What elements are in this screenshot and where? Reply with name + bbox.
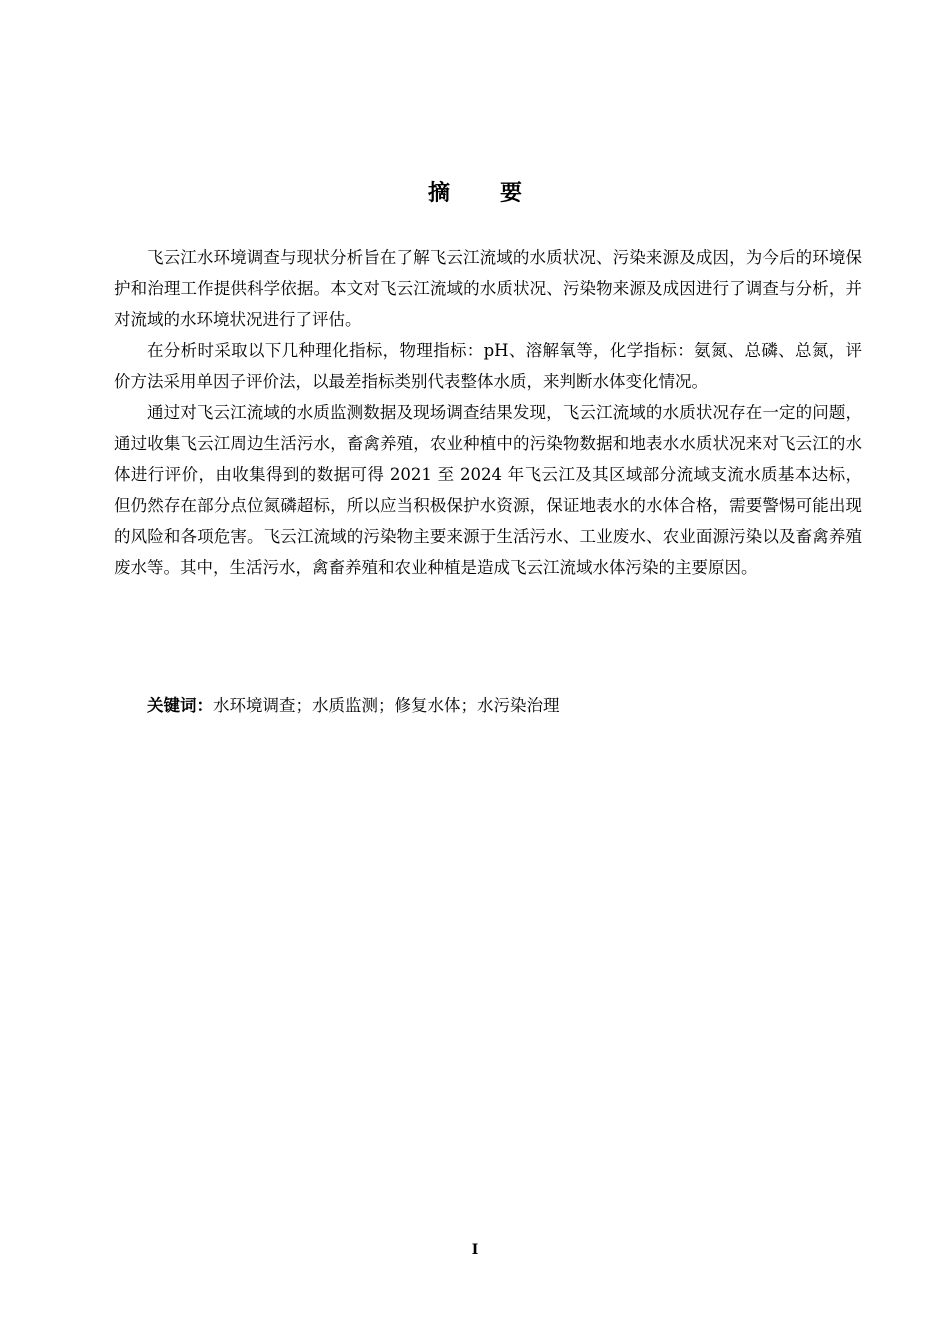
abstract-paragraph-1: 飞云江水环境调查与现状分析旨在了解飞云江流域的水质状况、污染来源及成因，为今后的环境保护和治理工作提供科学依据。本文对飞云江流域的水质状况、污染物来源及成因进行了调查与分析，并对流域的水环境状况进行了评估。 xyxy=(114,248,862,329)
page-number: I xyxy=(471,1242,479,1258)
abstract-paragraph-2: 在分析时采取以下几种理化指标，物理指标：pH、溶解氧等，化学指标：氨氮、总磷、总氮，评价方法采用单因子评价法，以最差指标类别代表整体水质，来判断水体变化情况。 xyxy=(114,341,862,391)
keywords-label: 关键词： xyxy=(147,696,213,715)
abstract-body xyxy=(114,242,862,583)
keywords-line xyxy=(114,690,862,721)
keywords-text: 水环境调查；水质监测；修复水体；水污染治理 xyxy=(213,696,560,715)
abstract-title-char-2: 要 xyxy=(500,181,523,206)
abstract-title xyxy=(0,176,950,212)
abstract-paragraph-3: 通过对飞云江流域的水质监测数据及现场调查结果发现，飞云江流域的水质状况存在一定的问题，通过收集飞云江周边生活污水，畜禽养殖，农业种植中的污染物数据和地表水水质状况来对飞云江的水体进行评价，由收集得到的数据可得 2021 至 2024 年飞云江及其区域部分流域支流水质基本达标，但仍然存在部分点位氮磷超标，所以应当积极保护水资源，保证地表水的水体合格，需要警惕可能出现的风险和各项危害。飞云江流域的污染物主要来源于生活污水、工业废水、农业面源污染以及畜禽养殖废水等。其中，生活污水，禽畜养殖和农业种植是造成飞云江流域水体污染的主要原因。 xyxy=(114,403,862,577)
abstract-title-char-1: 摘 xyxy=(427,181,450,206)
